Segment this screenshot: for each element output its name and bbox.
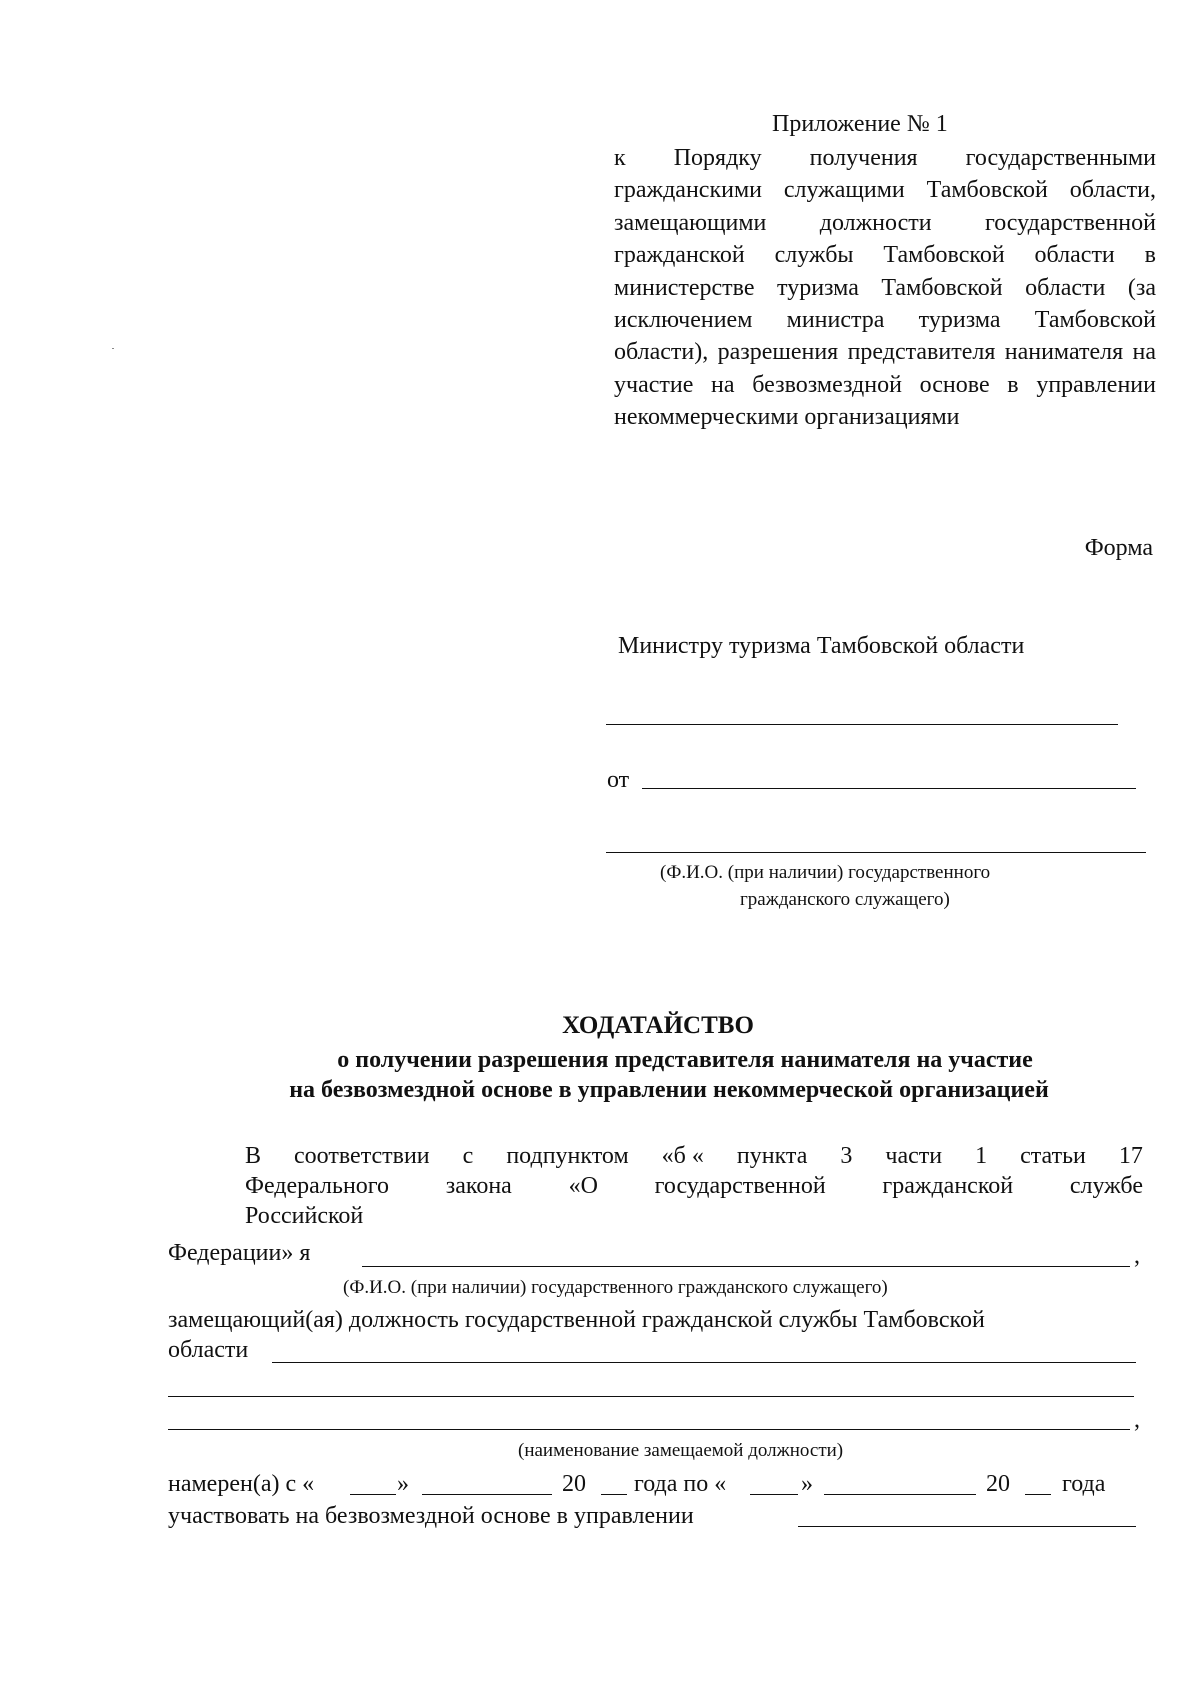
end-year-line[interactable]: [1025, 1494, 1051, 1495]
scan-speck: [112, 348, 114, 349]
region-label: области: [168, 1337, 249, 1363]
word: статьи: [1020, 1143, 1086, 1169]
federation-label: Федерации» я: [168, 1240, 311, 1266]
addressee-note-2: гражданского служащего): [740, 889, 950, 910]
addressee-name-line[interactable]: [606, 724, 1118, 725]
word: подпунктом: [506, 1143, 629, 1169]
quote-close-2: »: [801, 1471, 813, 1497]
word: «б «: [661, 1143, 704, 1169]
end-day-line[interactable]: [750, 1494, 798, 1495]
addressee-from-label: от: [607, 767, 630, 793]
word: 3: [840, 1143, 853, 1169]
start-day-line[interactable]: [350, 1494, 396, 1495]
word: «О: [568, 1173, 598, 1199]
start-year-line[interactable]: [601, 1494, 627, 1495]
word: 1: [975, 1143, 988, 1169]
position-line-2[interactable]: [168, 1396, 1134, 1397]
word: гражданской: [882, 1173, 1014, 1199]
appendix-title: Приложение № 1: [772, 111, 948, 137]
appendix-body: к Порядку получения государственными гражданскими служащими Тамбовской области, замещающими должности государственной гражданской службы Тамбовской области в министерстве туризма Тамбовской области (за исключением министра туризма Тамбовской области), разрешения представителя нанимателя на участие на безвозмездной основе в управлении некоммерческими организациями: [614, 145, 1156, 431]
end-month-line[interactable]: [824, 1494, 976, 1495]
word: соответствии: [294, 1143, 430, 1169]
para1-row1: [245, 1140, 1143, 1172]
intend-label: намерен(а) с «: [168, 1471, 315, 1497]
word: службе: [1069, 1173, 1143, 1199]
document-subtitle-1: о получении разрешения представителя нанимателя на участие: [337, 1047, 1033, 1073]
para1-row3: Российской: [245, 1203, 364, 1229]
participate-label: участвовать на безвозмездной основе в управлении: [168, 1503, 694, 1529]
addressee-from-line-2[interactable]: [606, 852, 1146, 853]
addressee-from-line[interactable]: [642, 788, 1136, 789]
fio-line[interactable]: [362, 1266, 1130, 1267]
word: пункта: [736, 1143, 808, 1169]
end-year-label: года: [1062, 1471, 1106, 1497]
position-line-3[interactable]: [168, 1429, 1130, 1430]
comma: ,: [1134, 1243, 1140, 1269]
para1-row2: [245, 1170, 1143, 1202]
position-line: замещающий(ая) должность государственной гражданской службы Тамбовской: [168, 1307, 985, 1333]
fio-note: (Ф.И.О. (при наличии) государственного гражданского служащего): [343, 1277, 888, 1298]
document-title: ХОДАТАЙСТВО: [562, 1012, 754, 1039]
position-note: (наименование замещаемой должности): [518, 1440, 844, 1461]
start-month-line[interactable]: [422, 1494, 552, 1495]
organization-line[interactable]: [798, 1526, 1136, 1527]
word: закона: [445, 1173, 512, 1199]
start-year-prefix: 20: [562, 1471, 586, 1497]
word: 17: [1118, 1143, 1143, 1169]
end-year-prefix: 20: [986, 1471, 1010, 1497]
to-label: года по «: [634, 1471, 727, 1497]
form-label: Форма: [1084, 535, 1153, 561]
word: с: [462, 1143, 474, 1169]
comma-2: ,: [1134, 1407, 1140, 1433]
addressee-note-1: (Ф.И.О. (при наличии) государственного: [660, 862, 991, 883]
position-line-1[interactable]: [272, 1362, 1136, 1363]
word: Федерального: [245, 1173, 390, 1199]
quote-close-1: »: [397, 1471, 409, 1497]
word: В: [245, 1143, 262, 1169]
word: части: [885, 1143, 943, 1169]
document-subtitle-2: на безвозмездной основе в управлении некоммерческой организацией: [289, 1077, 1049, 1103]
addressee-to: Министру туризма Тамбовской области: [618, 633, 1025, 659]
word: государственной: [654, 1173, 826, 1199]
